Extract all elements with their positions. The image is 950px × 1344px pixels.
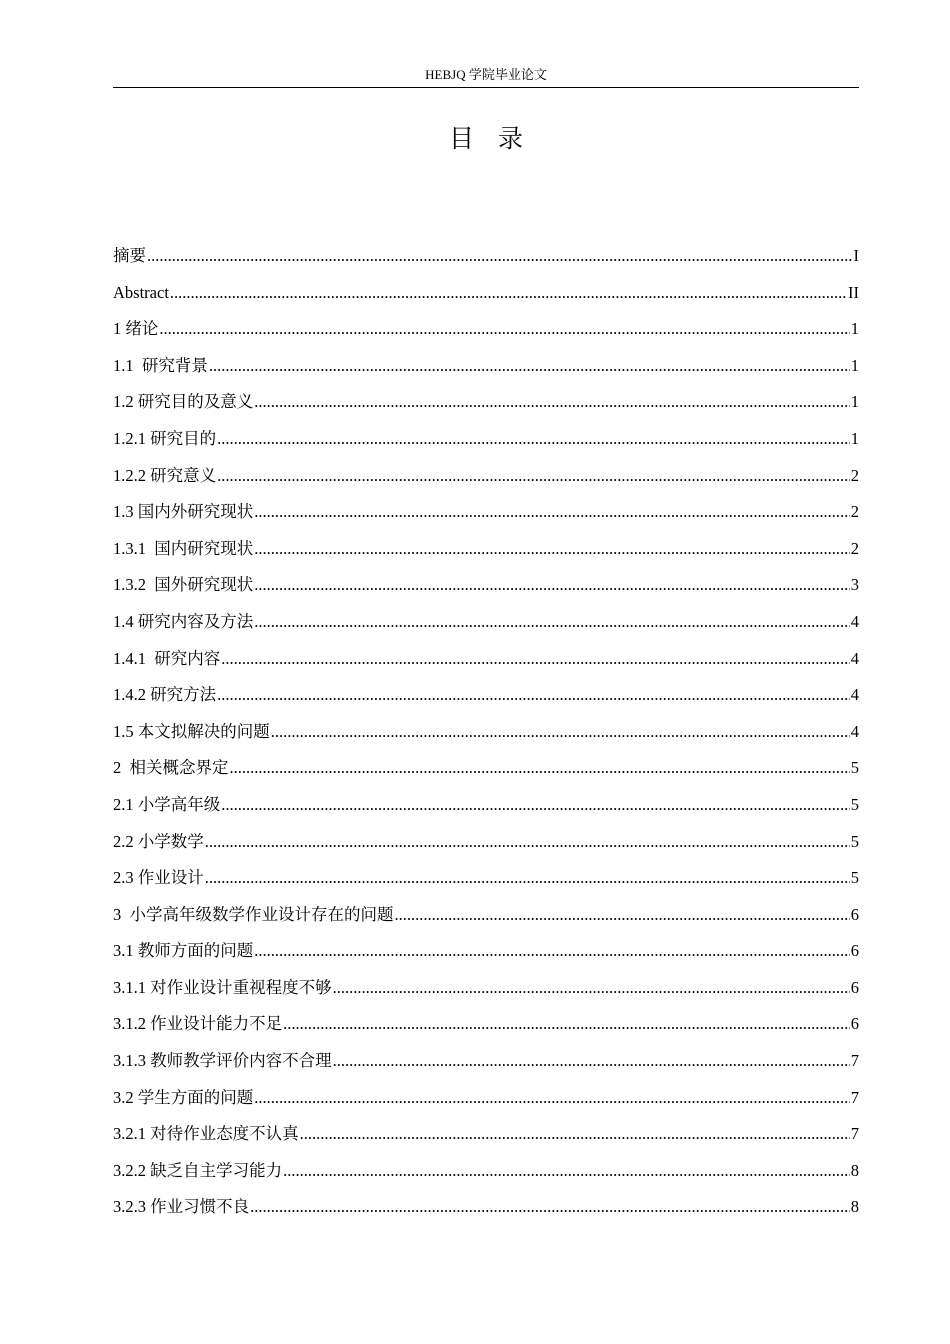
dot-leader — [254, 568, 850, 602]
toc-entry-page: 4 — [850, 685, 859, 705]
dot-leader — [254, 495, 850, 529]
toc-entry-label: 2.3 作业设计 — [113, 868, 204, 888]
toc-entry-label: 1.4 研究内容及方法 — [113, 611, 254, 631]
toc-entry-page: 2 — [850, 538, 859, 558]
toc-entry-1-4[interactable] — [113, 605, 859, 642]
toc-entry-label: 3.2 学生方面的问题 — [113, 1087, 254, 1107]
toc-entry-page: 5 — [850, 794, 859, 814]
toc-entry-1-3-2[interactable] — [113, 568, 859, 605]
dot-leader — [283, 1007, 850, 1041]
toc-entry-abstract-en[interactable] — [113, 276, 859, 313]
toc-entry-page: 1 — [850, 319, 859, 339]
dot-leader — [205, 825, 850, 859]
toc-entry-page: 7 — [850, 1124, 859, 1144]
dot-leader — [254, 934, 850, 968]
toc-entry-label: 2.1 小学高年级 — [113, 794, 221, 814]
toc-entry-label: 3.1 教师方面的问题 — [113, 941, 254, 961]
toc-entry-label: 3.2.1 对待作业态度不认真 — [113, 1124, 299, 1144]
toc-entry-2-2[interactable] — [113, 825, 859, 862]
toc-entry-abstract-cn[interactable] — [113, 239, 859, 276]
toc-entry-1-4-1[interactable] — [113, 642, 859, 679]
toc-entry-3-1-2[interactable] — [113, 1007, 859, 1044]
toc-entry-1-2-1[interactable] — [113, 422, 859, 459]
dot-leader — [254, 385, 850, 419]
toc-entry-label: 2.2 小学数学 — [113, 831, 204, 851]
toc-entry-page: 3 — [850, 575, 859, 595]
toc-entry-2-3[interactable] — [113, 861, 859, 898]
toc-entry-page: 4 — [850, 648, 859, 668]
dot-leader — [254, 532, 850, 566]
toc-entry-page: 5 — [850, 831, 859, 851]
toc-entry-1[interactable] — [113, 312, 859, 349]
dot-leader — [209, 349, 850, 383]
toc-entry-page: 6 — [850, 977, 859, 997]
dot-leader — [205, 861, 850, 895]
dot-leader — [217, 459, 850, 493]
dot-leader — [254, 1081, 850, 1115]
toc-entry-label: 1.3 国内外研究现状 — [113, 502, 254, 522]
dot-leader — [333, 971, 850, 1005]
dot-leader — [221, 788, 850, 822]
toc-entry-label: 3.2.3 作业习惯不良 — [113, 1197, 250, 1217]
toc-entry-page: 5 — [850, 758, 859, 778]
toc-entry-page: 4 — [850, 611, 859, 631]
toc-entry-3-2[interactable] — [113, 1081, 859, 1118]
toc-entry-label: 1.2 研究目的及意义 — [113, 392, 254, 412]
toc-entry-3-2-3[interactable] — [113, 1190, 859, 1227]
dot-leader — [333, 1044, 850, 1078]
toc-entry-3-1-1[interactable] — [113, 971, 859, 1008]
toc-entry-page: 7 — [850, 1051, 859, 1071]
toc-entry-page: 6 — [850, 1014, 859, 1034]
dot-leader — [217, 678, 850, 712]
toc-entry-label: 1.2.2 研究意义 — [113, 465, 217, 485]
toc-entry-label: 3.1.1 对作业设计重视程度不够 — [113, 977, 332, 997]
toc-entry-page: 2 — [850, 502, 859, 522]
toc-entry-label: 3.2.2 缺乏自主学习能力 — [113, 1160, 283, 1180]
toc-entry-1-2-2[interactable] — [113, 459, 859, 496]
dot-leader — [250, 1190, 850, 1224]
toc-entry-page: 8 — [850, 1160, 859, 1180]
toc-entry-label: 3.1.3 教师教学评价内容不合理 — [113, 1051, 332, 1071]
toc-entry-label: 1.3.2 国外研究现状 — [113, 575, 254, 595]
toc-entry-2-1[interactable] — [113, 788, 859, 825]
toc-entry-label: 摘要 — [113, 246, 146, 265]
toc-entry-label: 1.5 本文拟解决的问题 — [113, 721, 270, 741]
toc-entry-page: 6 — [850, 941, 859, 961]
toc-entry-label: 2 相关概念界定 — [113, 758, 229, 778]
toc-entry-label: Abstract — [113, 282, 169, 302]
toc-entry-3-1-3[interactable] — [113, 1044, 859, 1081]
toc-entry-page: 1 — [850, 428, 859, 448]
header-divider — [113, 87, 859, 88]
toc-entry-label: 1.3.1 国内研究现状 — [113, 538, 254, 558]
dot-leader — [230, 751, 850, 785]
toc-entry-page: 1 — [850, 392, 859, 412]
dot-leader — [395, 898, 850, 932]
toc-title: 目录 — [448, 124, 547, 153]
dot-leader — [271, 715, 850, 749]
toc-entry-2[interactable] — [113, 751, 859, 788]
toc-entry-label: 1.2.1 研究目的 — [113, 428, 217, 448]
toc-entry-page: 1 — [850, 355, 859, 375]
toc-entry-1-1[interactable] — [113, 349, 859, 386]
toc-entry-label: 3.1.2 作业设计能力不足 — [113, 1014, 283, 1034]
toc-entry-page: 6 — [850, 904, 859, 924]
dot-leader — [283, 1154, 850, 1188]
toc-entry-page: 5 — [850, 868, 859, 888]
toc-entry-1-4-2[interactable] — [113, 678, 859, 715]
toc-entry-label: 1.1 研究背景 — [113, 355, 208, 375]
dot-leader — [170, 276, 847, 310]
dot-leader — [300, 1117, 850, 1151]
toc-entry-3-2-1[interactable] — [113, 1117, 859, 1154]
running-header: HEBJQ 学院毕业论文 — [425, 67, 547, 82]
toc-entry-1-2[interactable] — [113, 385, 859, 422]
toc-entry-1-3[interactable] — [113, 495, 859, 532]
dot-leader — [221, 642, 850, 676]
toc-entry-label: 3 小学高年级数学作业设计存在的问题 — [113, 904, 394, 924]
toc-entry-3-1[interactable] — [113, 934, 859, 971]
toc-entry-3-2-2[interactable] — [113, 1154, 859, 1191]
dot-leader — [254, 605, 850, 639]
toc-entry-page: II — [848, 282, 859, 302]
dot-leader — [147, 239, 853, 273]
toc-entry-1-5[interactable] — [113, 715, 859, 752]
toc-entry-page: 7 — [850, 1087, 859, 1107]
toc-entry-page: I — [853, 246, 859, 265]
dot-leader — [159, 312, 849, 346]
toc-entry-page: 8 — [850, 1197, 859, 1217]
toc-entry-page: 2 — [850, 465, 859, 485]
toc-entry-page: 4 — [850, 721, 859, 741]
toc-entry-label: 1.4.2 研究方法 — [113, 685, 217, 705]
dot-leader — [217, 422, 850, 456]
toc-entry-3[interactable] — [113, 898, 859, 935]
toc-entry-label: 1.4.1 研究内容 — [113, 648, 221, 668]
toc-entry-label: 1 绪论 — [113, 319, 159, 339]
toc-list — [113, 239, 859, 1227]
toc-entry-1-3-1[interactable] — [113, 532, 859, 569]
